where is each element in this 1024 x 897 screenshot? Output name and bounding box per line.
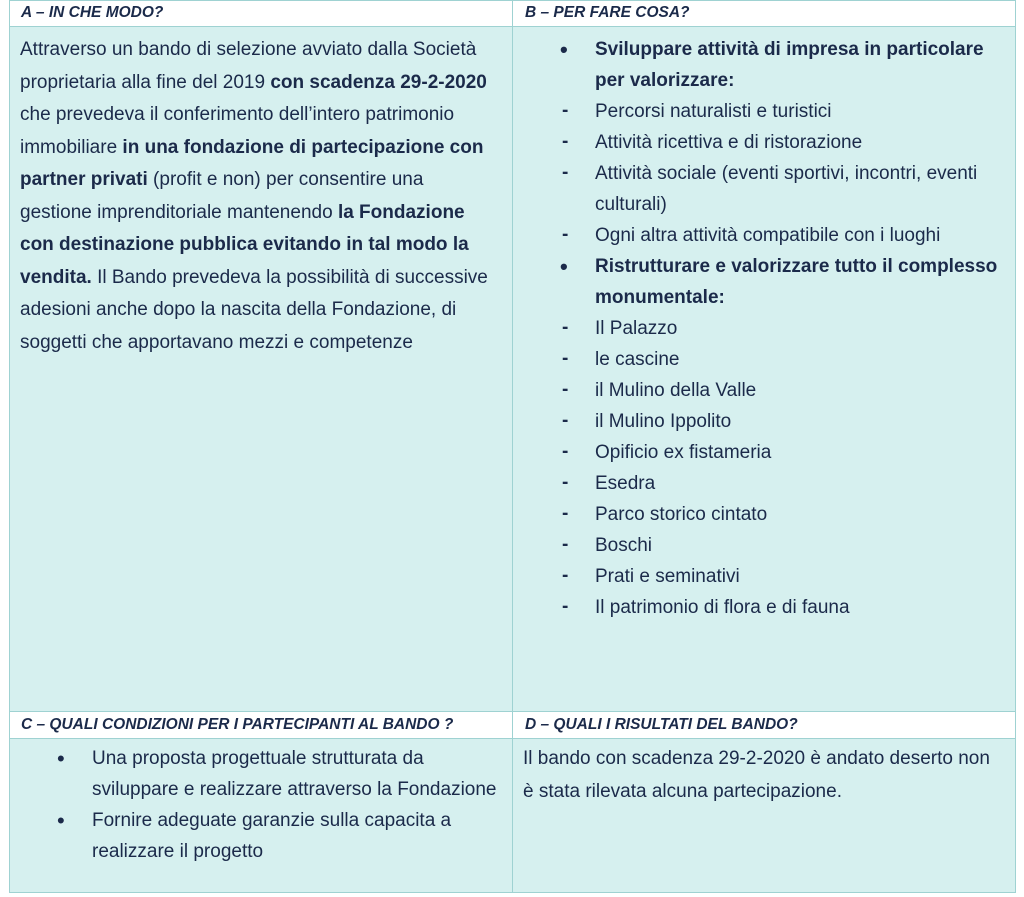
list-item: • Ristrutturare e valorizzare tutto il complesso monumentale: (561, 251, 1011, 313)
section-b-list (561, 34, 1011, 623)
list-item: - Il patrimonio di flora e di fauna (561, 592, 1011, 623)
list-item: - Attività sociale (eventi sportivi, incontri, eventi culturali) (561, 158, 1011, 220)
section-a-run: Attraverso un bando di selezione avviato dalla Società proprietaria alla fine del 2019 (20, 39, 477, 93)
section-a-run: Il Bando prevedeva la possibilità di successive adesioni anche dopo la nascita della Fondazione, di soggetti che apportavano mezzi e competenze (20, 266, 488, 353)
list-item: - Prati e seminativi (561, 561, 1011, 592)
list-item: - Opificio ex fistameria (561, 437, 1011, 468)
list-item: - le cascine (561, 344, 1011, 375)
section-c-list (58, 743, 508, 867)
list-item: - Attività ricettiva e di ristorazione (561, 127, 1011, 158)
list-item: - Il Palazzo (561, 313, 1011, 344)
header-c: C – QUALI CONDIZIONI PER I PARTECIPANTI AL BANDO ? (9, 712, 512, 738)
section-a-run: con scadenza 29-2-2020 (270, 71, 487, 93)
section-d-paragraph: Il bando con scadenza 29-2-2020 è andato deserto non è stata rilevata alcuna partecipazione. (523, 748, 990, 802)
header-d: D – QUALI I RISULTATI DEL BANDO? (513, 712, 1016, 738)
list-item: - Parco storico cintato (561, 499, 1011, 530)
list-item: - il Mulino della Valle (561, 375, 1011, 406)
section-a-run: (profit e non) per consentire una gestione imprenditoriale mantenendo (20, 169, 424, 223)
row-divider-2 (9, 711, 1016, 712)
list-item: • Sviluppare attività di impresa in particolare per valorizzare: (561, 34, 1011, 96)
list-item: • Fornire adeguate garanzie sulla capacita a realizzare il progetto (58, 805, 508, 867)
list-item: - Esedra (561, 468, 1011, 499)
section-a-paragraph (20, 34, 500, 359)
column-divider (512, 0, 513, 893)
list-item: • Una proposta progettuale strutturata da sviluppare e realizzare attraverso la Fondazione (58, 743, 508, 805)
list-item: - Ogni altra attività compatibile con i luoghi (561, 220, 1011, 251)
list-item: - Boschi (561, 530, 1011, 561)
row-divider-1 (9, 26, 1016, 27)
list-item: - Percorsi naturalisti e turistici (561, 96, 1011, 127)
header-b: B – PER FARE COSA? (513, 0, 1016, 26)
header-a: A – IN CHE MODO? (9, 0, 512, 26)
row-divider-3 (9, 738, 1016, 739)
list-item: - il Mulino Ippolito (561, 406, 1011, 437)
section-a-run: che prevedeva il conferimento dell’intero patrimonio immobiliare (20, 104, 455, 158)
section-a-run: in una fondazione di partecipazione con partner privati (20, 136, 484, 190)
section-a-run: la Fondazione con destinazione pubblica evitando in tal modo la vendita. (20, 201, 469, 288)
